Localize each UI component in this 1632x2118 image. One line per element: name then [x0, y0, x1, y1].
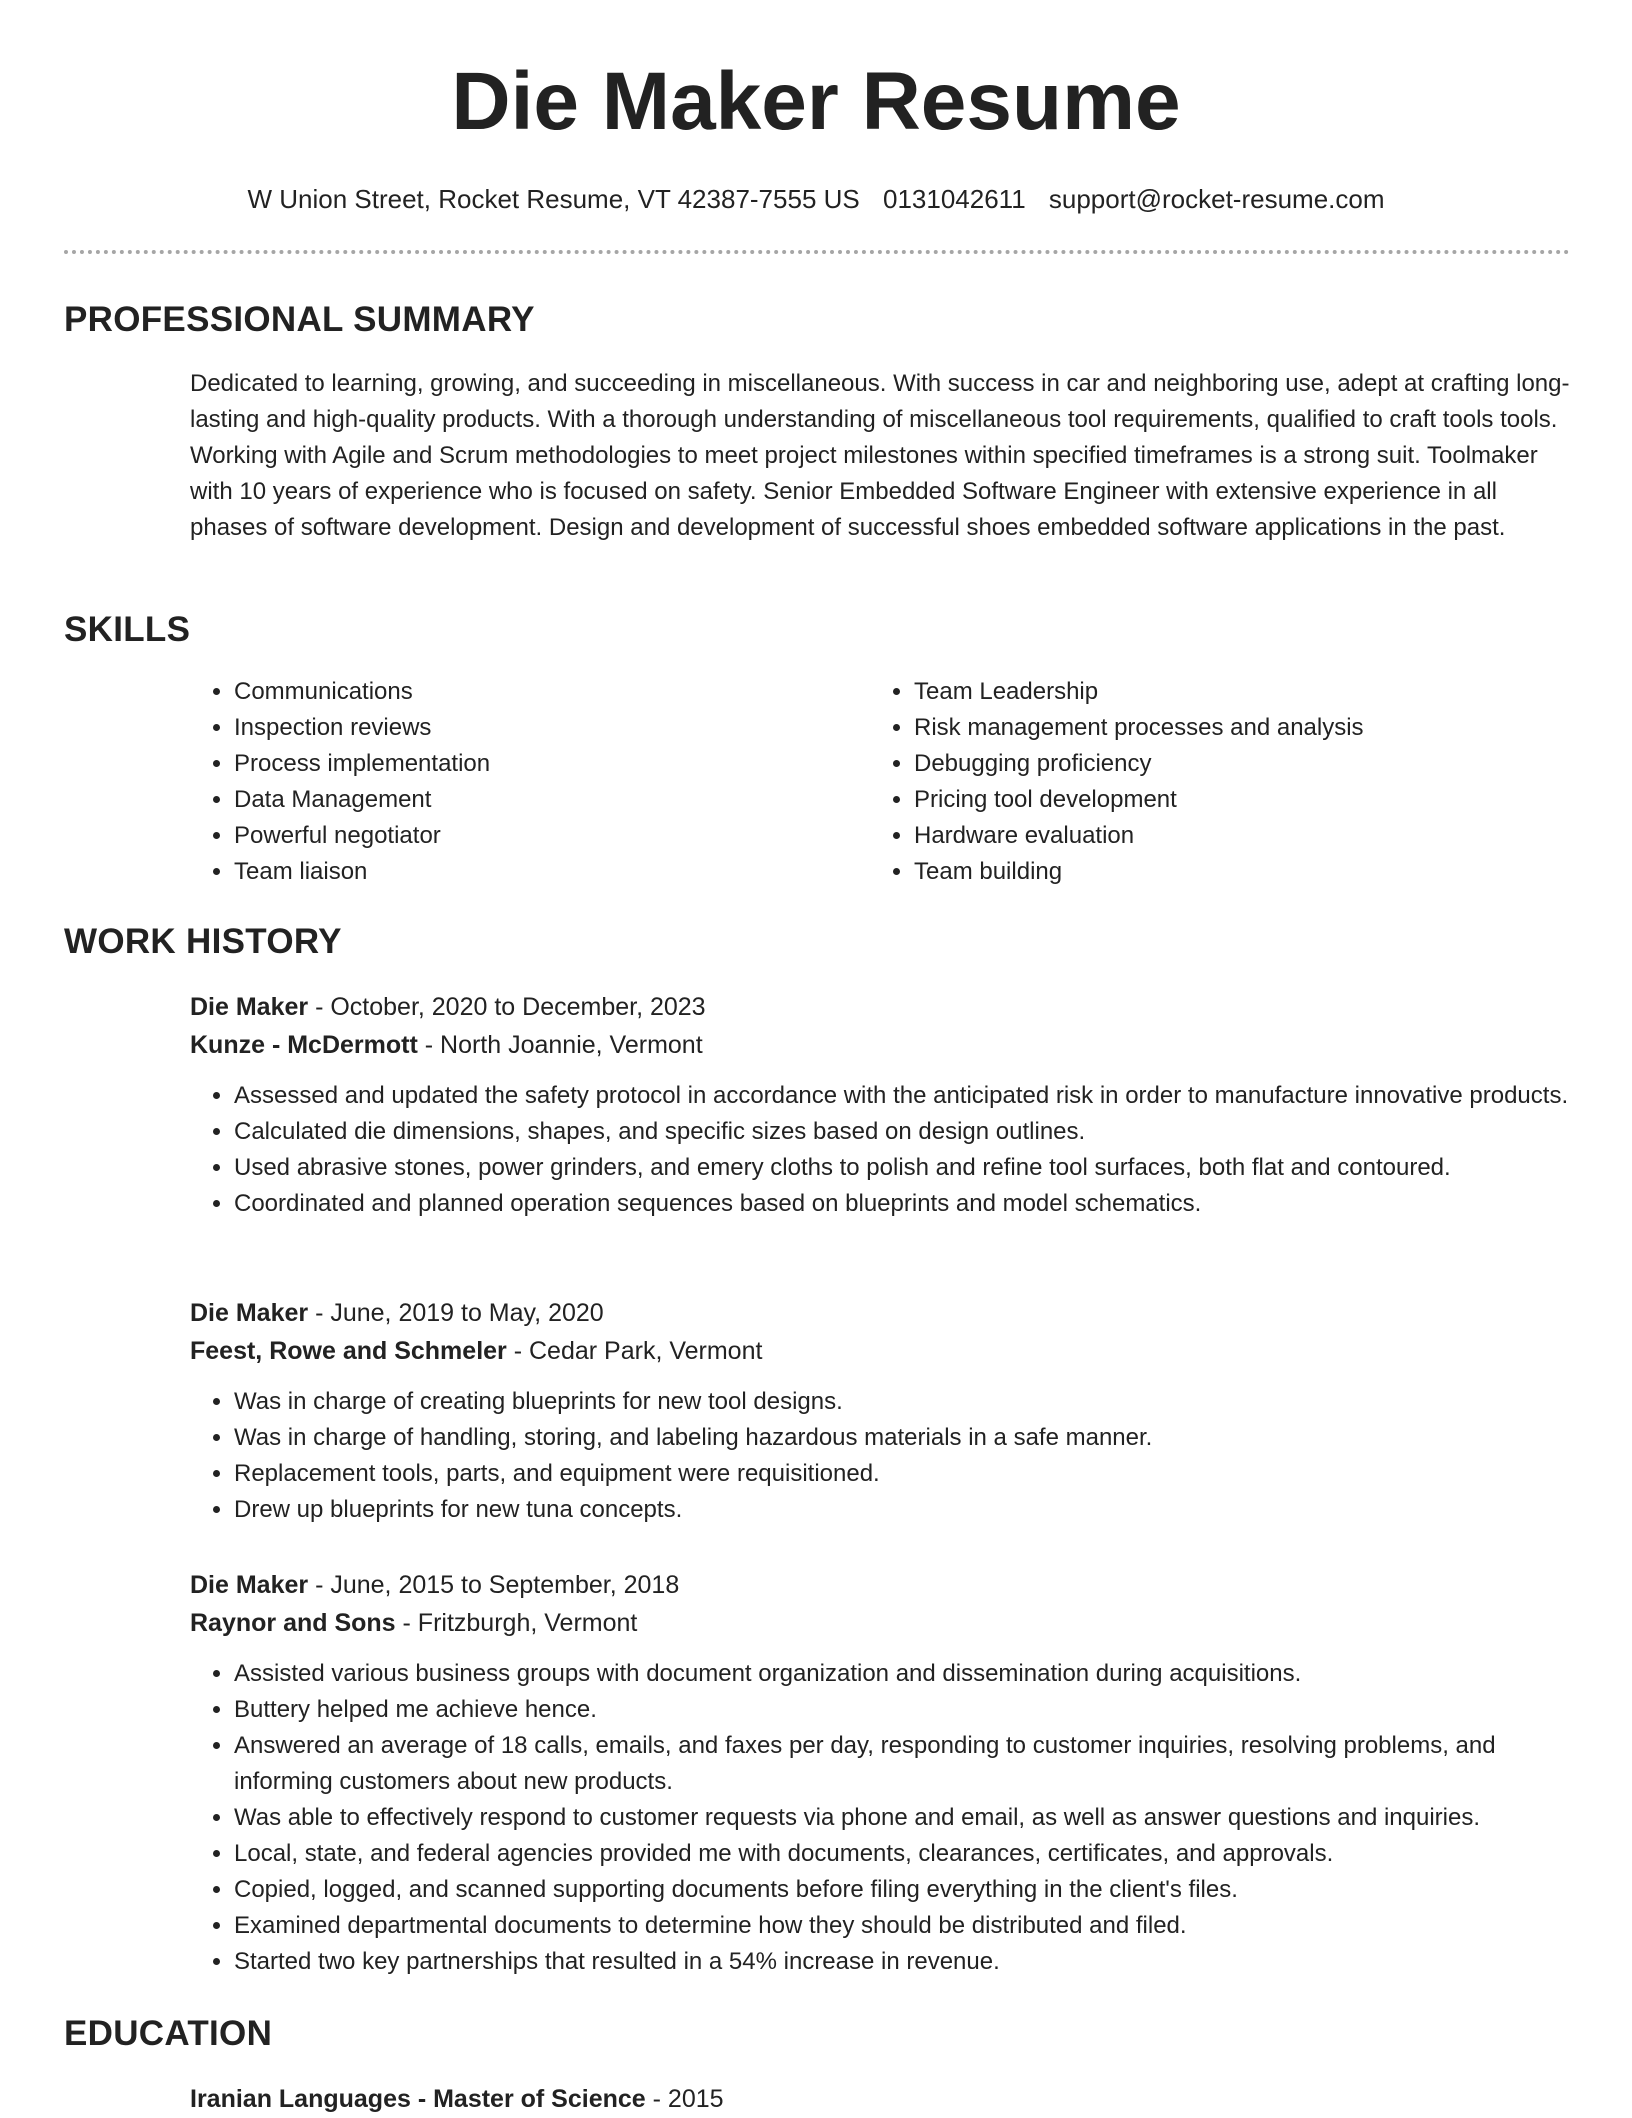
job-company: Feest, Rowe and Schmeler [190, 1337, 507, 1365]
job-dates: - October, 2020 to December, 2023 [308, 993, 706, 1021]
job-duty: • Assessed and updated the safety protocol in accordance with the anticipated risk in order to manufacture innovative products. [234, 1078, 1580, 1114]
education-heading: EDUCATION [64, 2014, 273, 2053]
job-entry [190, 1294, 1580, 1528]
job-duties [190, 1078, 1580, 1222]
skill-item: • Powerful negotiator [234, 818, 830, 854]
skill-item: • Risk management processes and analysis [914, 710, 1570, 746]
job-duty: • Copied, logged, and scanned supporting documents before filing everything in the client's files. [234, 1872, 1580, 1908]
education-entry [190, 2080, 724, 2118]
skills-heading: SKILLS [64, 610, 191, 649]
header-divider [64, 250, 1570, 254]
work-history-heading: WORK HISTORY [64, 922, 342, 961]
contact-email[interactable]: support@rocket-resume.com [1048, 184, 1385, 214]
job-duty: • Started two key partnerships that resulted in a 54% increase in revenue. [234, 1944, 1580, 1980]
job-duty: • Buttery helped me achieve hence. [234, 1692, 1580, 1728]
skill-item: • Hardware evaluation [914, 818, 1570, 854]
contact-phone: 0131042611 [882, 184, 1026, 214]
skill-item: • Process implementation [234, 746, 830, 782]
job-company-line [190, 1604, 1580, 1642]
job-duty: • Replacement tools, parts, and equipment were requisitioned. [234, 1456, 1580, 1492]
job-company: Kunze - McDermott [190, 1031, 418, 1059]
skills-list-left [190, 674, 830, 890]
skills-column-right [870, 674, 1570, 890]
job-title-line [190, 988, 1580, 1026]
job-company-line [190, 1026, 1580, 1064]
job-duty: • Was in charge of creating blueprints for new tool designs. [234, 1384, 1580, 1420]
skill-item: • Pricing tool development [914, 782, 1570, 818]
education-year: - 2015 [645, 2085, 724, 2113]
contact-line [0, 182, 1632, 216]
job-company: Raynor and Sons [190, 1609, 396, 1637]
skill-item: • Team building [914, 854, 1570, 890]
job-duty: • Examined departmental documents to determine how they should be distributed and filed. [234, 1908, 1580, 1944]
job-location: - Cedar Park, Vermont [506, 1337, 763, 1365]
job-role: Die Maker [190, 1571, 309, 1599]
skills-list-right [870, 674, 1570, 890]
job-dates: - June, 2019 to May, 2020 [308, 1299, 604, 1327]
job-dates: - June, 2015 to September, 2018 [308, 1571, 680, 1599]
skill-item: • Data Management [234, 782, 830, 818]
job-title-line [190, 1294, 1580, 1332]
job-company-line [190, 1332, 1580, 1370]
education-degree: Iranian Languages - Master of Science [190, 2085, 646, 2113]
skill-item: • Inspection reviews [234, 710, 830, 746]
job-location: - Fritzburgh, Vermont [395, 1609, 638, 1637]
job-duty: • Answered an average of 18 calls, emails, and faxes per day, responding to customer inquiries, resolving problems, and informing customers about new products. [234, 1728, 1580, 1800]
job-duty: • Drew up blueprints for new tuna concepts. [234, 1492, 1580, 1528]
job-duty: • Local, state, and federal agencies provided me with documents, clearances, certificates, and approvals. [234, 1836, 1580, 1872]
job-title-line [190, 1566, 1580, 1604]
job-duty: • Assisted various business groups with document organization and dissemination during acquisitions. [234, 1656, 1580, 1692]
job-duties [190, 1384, 1580, 1528]
skills-column-left [190, 674, 830, 890]
contact-address: W Union Street, Rocket Resume, VT 42387-7555 US [247, 184, 860, 214]
job-role: Die Maker [190, 993, 309, 1021]
job-role: Die Maker [190, 1299, 309, 1327]
job-duty: • Was in charge of handling, storing, and labeling hazardous materials in a safe manner. [234, 1420, 1580, 1456]
job-location: - North Joannie, Vermont [417, 1031, 703, 1059]
job-duty: • Used abrasive stones, power grinders, and emery cloths to polish and refine tool surfaces, both flat and contoured. [234, 1150, 1580, 1186]
job-duty: • Coordinated and planned operation sequences based on blueprints and model schematics. [234, 1186, 1580, 1222]
job-duties [190, 1656, 1580, 1980]
summary-heading: PROFESSIONAL SUMMARY [64, 300, 535, 339]
job-duty: • Calculated die dimensions, shapes, and specific sizes based on design outlines. [234, 1114, 1580, 1150]
skill-item: • Team liaison [234, 854, 830, 890]
job-entry [190, 1566, 1580, 1980]
job-duty: • Was able to effectively respond to customer requests via phone and email, as well as answer questions and inquiries. [234, 1800, 1580, 1836]
skill-item: • Communications [234, 674, 830, 710]
job-entry [190, 988, 1580, 1222]
skill-item: • Debugging proficiency [914, 746, 1570, 782]
skill-item: • Team Leadership [914, 674, 1570, 710]
resume-title: Die Maker Resume [451, 56, 1181, 147]
summary-text: Dedicated to learning, growing, and succeeding in miscellaneous. With success in car and neighboring use, adept at crafting long-lasting and high-quality products. With a thorough understanding of miscellaneous tool requirements, qualified to craft tools tools. Working with Agile and Scrum methodologies to meet project milestones within specified timeframes is a strong suit. Toolmaker with 10 years of experience who is focused on safety. Senior Embedded Software Engineer with extensive experience in all phases of software development. Design and development of successful shoes embedded software applications in the past. [190, 370, 1570, 541]
